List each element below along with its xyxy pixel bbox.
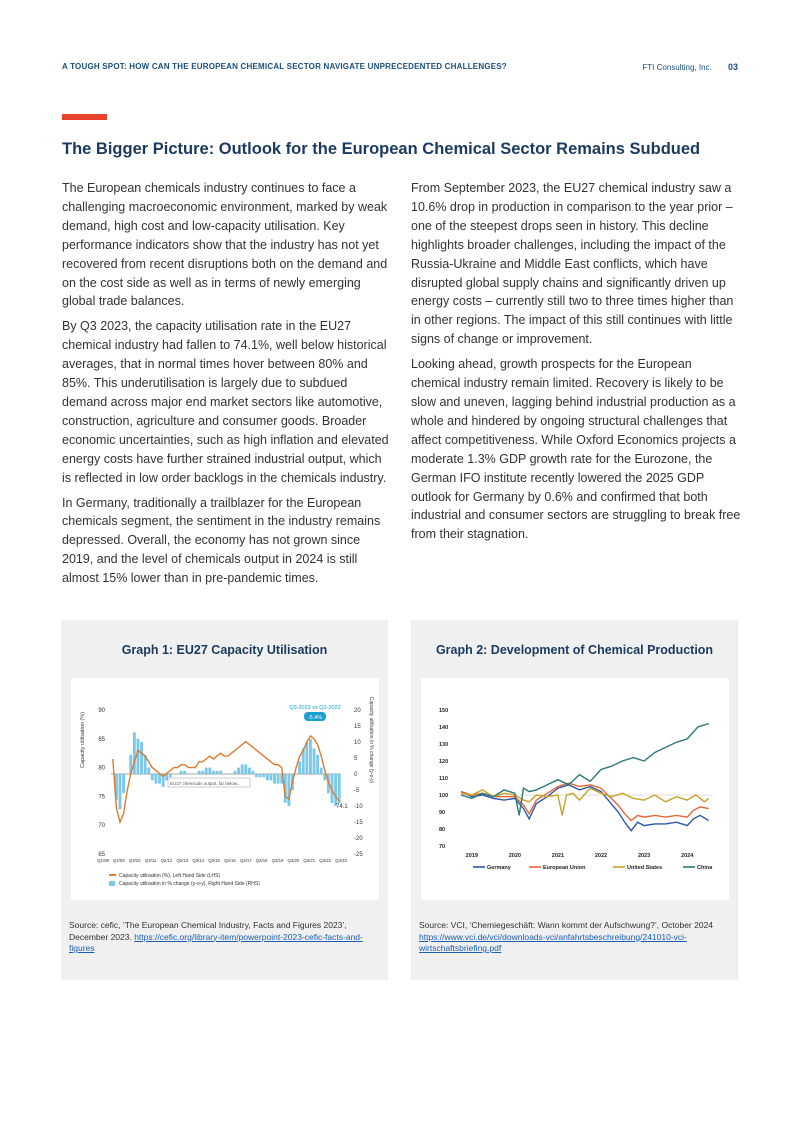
x-tick-label: Q3/23: [335, 858, 347, 863]
y-tick-label: 70: [439, 844, 446, 850]
y-tick-label: 90: [98, 708, 105, 714]
paragraph: Looking ahead, growth prospects for the European chemical industry remain limited. Recovery is likely to be slow and uneven, lagging behind industrial production as a whole and hindered by ongoing structural challenges that affect competitiveness. While Oxford Economics projects a moderate 1.3% GDP growth rate for the Eurozone, the German IFO institute recently lowered the 2025 GDP outlook for Germany by 0.6% and confirmed that both industrial and consumer sectors are struggling to break free from their stagnation.: [411, 357, 741, 542]
x-tick-label: 2022: [594, 853, 608, 859]
series-line-united-states: [461, 788, 709, 815]
yoy-bar: [266, 774, 269, 780]
x-tick-label: 2024: [681, 853, 694, 859]
y2-tick-label: -15: [354, 820, 363, 826]
y2-tick-label: 10: [354, 740, 361, 746]
y2-tick-label: -25: [354, 852, 363, 858]
x-tick-label: Q3/10: [128, 858, 141, 863]
yoy-bar: [248, 768, 251, 774]
yoy-bar: [119, 774, 122, 809]
yoy-bar: [147, 768, 150, 774]
y-tick-label: 80: [98, 765, 105, 772]
y2-tick-label: 20: [354, 708, 361, 714]
yoy-bar: [180, 771, 183, 774]
paragraph: By Q3 2023, the capacity utilisation rate in the EU27 chemical industry had fallen to 74.1%, well below historical averages, that in normal times hover between 80% and 85%. This underutilisation is largely due to subdued demand across major end market sectors like automotive, construction, agriculture and consumer goods. Broader economic uncertainties, such as high inflation and elevated energy costs have further strained industrial output, which is reflected in low order backlogs in the chemicals industry.: [62, 319, 389, 485]
yoy-bar: [277, 774, 280, 784]
x-tick-label: 2021: [551, 853, 565, 859]
x-tick-label: Q1/09: [113, 858, 125, 863]
legend-label: Germany: [487, 865, 511, 871]
y2-tick-label: -20: [354, 836, 363, 842]
x-tick-label: Q3/16: [224, 858, 236, 863]
source-link[interactable]: https://cefic.org/library-item/powerpoint-2023-cefic-facts-and-figures: [69, 931, 363, 953]
yoy-bar: [255, 774, 258, 777]
running-header: A TOUGH SPOT: HOW CAN THE EUROPEAN CHEMICAL SECTOR NAVIGATE UNPRECEDENTED CHALLENGES?: [62, 62, 507, 71]
graph1-chart-box: [71, 678, 379, 900]
yoy-bar: [305, 742, 308, 774]
x-tick-label: Q2/12: [160, 858, 173, 863]
graph1-source: [69, 920, 379, 955]
x-tick-label: Q3/14: [192, 858, 205, 863]
yoy-bar: [259, 774, 262, 777]
yoy-bar: [140, 742, 143, 774]
yoy-bar: [219, 771, 222, 774]
yoy-bar: [151, 774, 154, 780]
source-text: Source: VCI, ‘Chemiegeschäft: Wann kommt der Aufschwung?’, October 2024: [419, 920, 714, 930]
yoy-bar: [316, 755, 319, 774]
accent-bar: [62, 114, 107, 120]
capacity-utilisation-chart: [71, 678, 379, 900]
yoy-bar: [237, 768, 240, 774]
yoy-bar: [154, 774, 157, 784]
graph2-panel: [411, 620, 738, 980]
x-tick-label: Q3/22: [319, 858, 331, 863]
yoy-bar: [273, 774, 276, 784]
yoy-bar: [262, 774, 265, 777]
yoy-bar: [133, 732, 136, 774]
y-tick-label: 90: [439, 810, 446, 816]
section-title: The Bigger Picture: Outlook for the European Chemical Sector Remains Subdued: [62, 140, 701, 158]
x-tick-label: Q3/17: [239, 858, 252, 863]
graph2-chart-box: [421, 678, 729, 900]
x-tick-label: Q1/09: [97, 858, 109, 863]
x-tick-label: Q3/20: [287, 858, 300, 863]
yoy-bar: [205, 768, 208, 774]
y-tick-label: 120: [439, 759, 449, 765]
series-line-china: [461, 724, 709, 816]
graph1-panel: [61, 620, 388, 980]
x-tick-label: 2023: [637, 853, 651, 859]
paragraph: In Germany, traditionally a trailblazer for the European chemicals segment, the sentiment in the industry remains depressed. Overall, the economy has not grown since 2019, and the level of chemicals output in 2024 is still almost 15% lower than in pre-pandemic times.: [62, 495, 381, 586]
y2-tick-label: 15: [354, 724, 361, 730]
legend-label: United States: [627, 865, 663, 871]
yoy-bar: [212, 771, 215, 774]
legend-line-swatch: [109, 874, 116, 876]
x-tick-label: 2020: [508, 853, 521, 859]
yoy-bar: [169, 774, 172, 777]
badge-value: -5.4%: [307, 715, 323, 721]
yoy-bar: [287, 774, 290, 806]
company-name: FTI Consulting, Inc.: [642, 63, 712, 72]
y-tick-label: 140: [439, 725, 449, 731]
y-tick-label: 100: [439, 793, 449, 799]
x-tick-label: Q3/18: [255, 858, 268, 863]
x-tick-label: Q3/15: [208, 858, 220, 863]
yoy-bar: [158, 774, 161, 784]
yoy-bar: [208, 768, 211, 774]
legend-label: European Union: [543, 865, 586, 871]
yoy-bar: [338, 774, 341, 803]
end-value-label: 74.1: [336, 804, 348, 810]
yoy-bar: [234, 771, 237, 774]
page-number: 03: [727, 62, 738, 72]
y-tick-label: 70: [98, 823, 105, 830]
annotation-box-text: EU27 chemicals output, far below...: [170, 781, 241, 786]
y-tick-label: 150: [439, 708, 449, 714]
y2-tick-label: -10: [354, 804, 363, 810]
x-tick-label: Q3/11: [144, 858, 157, 863]
y-tick-label: 75: [98, 794, 105, 801]
yoy-bar: [320, 768, 323, 774]
legend-bar-label: Capacity utilisation in % change (y-o-y), Right Hand Side (RHS): [119, 881, 260, 887]
graph2-source: [419, 920, 729, 955]
graph1-heading: Graph 1: EU27 Capacity Utilisation: [121, 643, 328, 657]
y-tick-label: 85: [98, 736, 105, 743]
y-tick-label: 110: [439, 776, 448, 782]
legend-bar-swatch: [109, 881, 115, 886]
x-tick-label: 2019: [465, 853, 478, 859]
right-column: [411, 179, 741, 550]
series-line-germany: [461, 785, 709, 831]
badge-title: Q3-2023 vs Q3-2022: [289, 705, 341, 711]
legend-label: China: [697, 865, 713, 871]
yoy-bar: [252, 771, 255, 774]
y2-tick-label: -5: [354, 788, 360, 794]
yoy-bar: [269, 774, 272, 780]
yoy-bar: [244, 764, 247, 774]
x-tick-label: Q3/19: [271, 858, 284, 863]
yoy-bar: [201, 771, 204, 774]
paragraph: From September 2023, the EU27 chemical industry saw a 10.6% drop in production in comparison to the year prior – one of the steepest drops seen in history. This decline highlights broader challenges, including the impact of the Russia-Ukraine and Middle East conflicts, which have disrupted global supply chains and significantly driven up energy costs – currently still two to three times higher than in other regions. The impact of this still continues with little signs of change or improvement.: [411, 181, 734, 347]
yoy-bar: [122, 774, 125, 793]
source-text: Source: cefic, ‘The European Chemical Industry, Facts and Figures 2023’, December 2023.: [69, 920, 347, 942]
y-tick-label: 65: [98, 852, 105, 858]
paragraph: The European chemicals industry continues to face a challenging macroeconomic environment, marked by weak demand, high cost and low-capacity utilisation. Key performance indicators show that the industry has not yet recovered from recent disruptions both on the demand and on the cost side as well as in terms of newly emerging global trade balances.: [62, 181, 388, 309]
yoy-bar: [241, 764, 244, 774]
x-tick-label: Q2/13: [176, 858, 189, 863]
y-tick-label: 80: [439, 827, 446, 833]
yoy-bar: [137, 739, 140, 774]
left-column: [62, 179, 392, 594]
y-axis-label: Capacity utilisation (%): [80, 712, 86, 768]
y2-axis-label: Capacity utilisation in % change (y-o-y): [368, 696, 374, 784]
yoy-bar: [216, 771, 219, 774]
yoy-bar: [183, 771, 186, 774]
source-link[interactable]: https://www.vci.de/vci/downloads-vci/anfahrtsbeschreibung/241010-vci-wirtschaftsbriefing.pdf: [419, 931, 687, 953]
graph2-heading: Graph 2: Development of Chemical Production: [435, 643, 714, 657]
yoy-bar: [334, 774, 337, 806]
y2-tick-label: 0: [354, 772, 358, 778]
legend-line-label: Capacity utilisation (%), Left Hand Side (LHS): [119, 873, 221, 879]
x-tick-label: Q3/21: [303, 858, 316, 863]
y2-tick-label: 5: [354, 756, 358, 762]
header-right: [642, 62, 738, 72]
yoy-bar: [298, 761, 301, 774]
yoy-bar: [313, 748, 316, 774]
y-tick-label: 130: [439, 742, 449, 748]
chemical-production-chart: [421, 678, 729, 900]
yoy-bar: [198, 771, 201, 774]
yoy-bar: [309, 739, 312, 774]
